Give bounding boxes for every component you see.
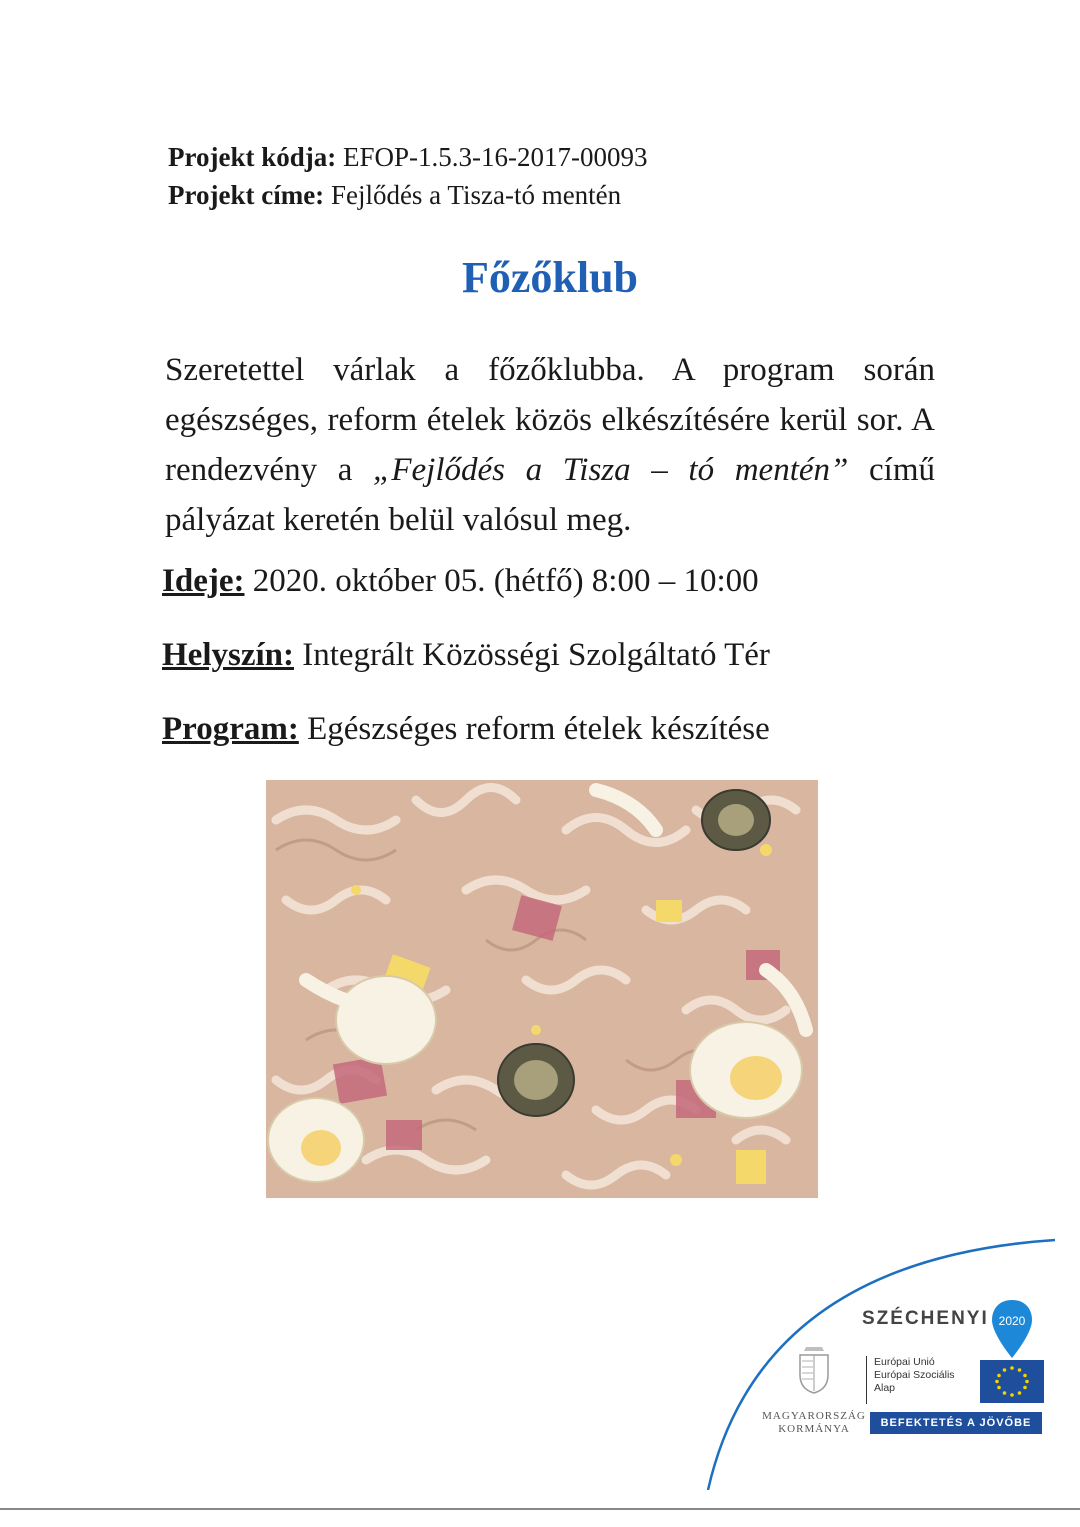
place-line [162, 637, 770, 674]
szechenyi-year: 2020 [998, 1314, 1026, 1328]
project-title-value: Fejlődés a Tisza-tó mentén [330, 180, 622, 210]
szechenyi-wordmark: SZÉCHENYI [862, 1308, 989, 1329]
program-value: Egészséges reform ételek készítése [307, 711, 770, 747]
gov-line2: KORMÁNYA [778, 1423, 850, 1435]
project-title-line [168, 176, 648, 214]
intro-paragraph [165, 345, 935, 545]
program-line [162, 711, 770, 748]
eu-label [866, 1356, 955, 1404]
pasta-salad-photo [266, 780, 818, 1198]
eu-line3: Alap [874, 1382, 896, 1394]
bottom-divider [0, 1508, 1080, 1510]
hungarian-crest-icon [796, 1345, 832, 1395]
project-header [168, 138, 648, 214]
intro-text-after: című pályázat keretén belül valósul meg. [165, 452, 935, 538]
intro-quote: „Fejlődés a Tisza – tó mentén” [373, 452, 849, 488]
page-title: Főzőklub [461, 253, 639, 302]
eu-line2: Európai Szociális [874, 1369, 955, 1381]
time-line [162, 563, 759, 600]
invest-banner: BEFEKTETÉS A JÖVŐBE [870, 1412, 1042, 1434]
project-title-label: Projekt címe: [168, 180, 325, 210]
gov-line1: MAGYARORSZÁG [762, 1410, 866, 1422]
project-code-line [168, 138, 648, 176]
program-label: Program: [162, 711, 299, 747]
eu-flag-icon [980, 1360, 1044, 1403]
project-code-value: EFOP-1.5.3-16-2017-00093 [343, 142, 648, 172]
place-value: Integrált Közösségi Szolgáltató Tér [302, 637, 770, 673]
eu-line1: Európai Unió [874, 1356, 935, 1368]
project-code-label: Projekt kódja: [168, 142, 337, 172]
intro-text-before: Szeretettel várlak a főzőklubba. A program során egészséges, reform ételek közös elkészítésére kerül sor. A rendezvény a [165, 352, 935, 488]
time-label: Ideje: [162, 563, 245, 599]
gov-name [760, 1410, 868, 1436]
place-label: Helyszín: [162, 637, 294, 673]
time-value: 2020. október 05. (hétfő) 8:00 – 10:00 [252, 563, 759, 599]
szechenyi-2020-pin-icon [990, 1298, 1034, 1360]
